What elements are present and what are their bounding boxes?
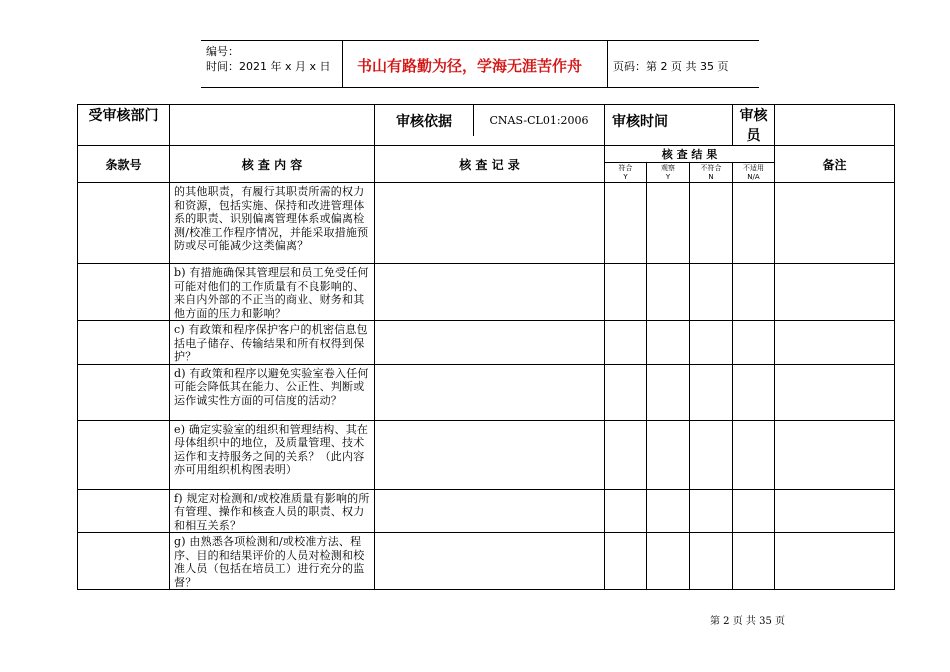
record-cell[interactable] — [375, 183, 605, 264]
result-cell-na[interactable] — [733, 489, 775, 533]
result-cell-y[interactable] — [605, 264, 647, 321]
record-cell[interactable] — [375, 364, 605, 420]
clause-cell[interactable] — [78, 420, 170, 489]
table-row — [78, 321, 895, 365]
record-cell[interactable] — [375, 321, 605, 365]
clause-cell[interactable] — [78, 489, 170, 533]
result-option-conform: 符合 Y — [605, 163, 647, 183]
page-header — [201, 40, 759, 88]
result-cell-y[interactable] — [605, 183, 647, 264]
record-cell[interactable] — [375, 420, 605, 489]
result-cell-n[interactable] — [690, 264, 733, 321]
clause-cell[interactable] — [78, 364, 170, 420]
remark-cell[interactable] — [775, 533, 895, 590]
header-page-label: 页码：第 2 页 共 35 页 — [613, 60, 729, 73]
time-label: 审核时间 — [612, 113, 668, 130]
result-cell-na[interactable] — [733, 321, 775, 365]
clause-cell[interactable] — [78, 264, 170, 321]
auditor-value[interactable] — [775, 105, 895, 146]
table-row — [78, 183, 895, 264]
result-cell-na[interactable] — [733, 364, 775, 420]
record-cell[interactable] — [375, 489, 605, 533]
remark-cell[interactable] — [775, 364, 895, 420]
record-cell[interactable] — [375, 533, 605, 590]
item-content: b) 有措施确保其管理层和员工免受任何可能对他们的工作质量有不良影响的、来自内外部的不正当的商业、财务和其他方面的压力和影响？ — [170, 264, 375, 321]
result-cell-n[interactable] — [690, 183, 733, 264]
doc-time-label: 时间：2021 年 x 月 x 日 — [206, 60, 331, 73]
remark-cell[interactable] — [775, 321, 895, 365]
basis-value: CNAS-CL01:2006 — [489, 114, 589, 127]
result-cell-n[interactable] — [690, 533, 733, 590]
table-row — [78, 489, 895, 533]
result-cell-na[interactable] — [733, 420, 775, 489]
result-cell-na[interactable] — [733, 183, 775, 264]
item-content: g) 由熟悉各项检测和/或校准方法、程序、目的和结果评价的人员对检测和校准人员（包括在培员工）进行充分的监督？ — [170, 533, 375, 590]
column-header-row-1 — [78, 146, 895, 163]
result-cell-y[interactable] — [605, 364, 647, 420]
item-content: 的其他职责，有履行其职责所需的权力和资源，包括实施、保持和改进管理体系的职责、识别偏离管理体系或偏离检测/校准工作程序情况，并能采取措施预防或尽可能减少这类偏离？ — [170, 183, 375, 264]
header-meta — [201, 41, 342, 87]
item-content: e) 确定实验室的组织和管理结构、其在母体组织中的地位，及质量管理、技术运作和支持服务之间的关系？（此内容亦可用组织机构图表明） — [170, 420, 375, 489]
basis-label: 审核依据 — [375, 105, 474, 136]
content-header: 核 查 内 容 — [170, 146, 375, 183]
form-info-row — [78, 105, 895, 146]
result-cell-y[interactable] — [605, 489, 647, 533]
time-value[interactable] — [682, 105, 732, 136]
result-cell-obs[interactable] — [647, 489, 690, 533]
result-cell-obs[interactable] — [647, 533, 690, 590]
result-cell-obs[interactable] — [647, 420, 690, 489]
slogan-text: 书山有路勤为径，学海无涯苦作舟 — [357, 57, 583, 75]
result-cell-n[interactable] — [690, 321, 733, 365]
header-slogan-cell — [342, 41, 608, 87]
item-content: d) 有政策和程序以避免实验室卷入任何可能会降低其在能力、公正性、判断或运作诚实性方面的可信度的活动？ — [170, 364, 375, 420]
audit-checklist-table — [77, 104, 895, 590]
dept-value[interactable] — [170, 105, 375, 146]
clause-cell[interactable] — [78, 183, 170, 264]
table-row — [78, 533, 895, 590]
clause-cell[interactable] — [78, 533, 170, 590]
result-cell-n[interactable] — [690, 489, 733, 533]
table-row — [78, 420, 895, 489]
clause-header: 条款号 — [78, 146, 170, 183]
clause-cell[interactable] — [78, 321, 170, 365]
result-cell-y[interactable] — [605, 321, 647, 365]
remark-header: 备注 — [775, 146, 895, 183]
time-cell — [605, 105, 733, 146]
remark-cell[interactable] — [775, 264, 895, 321]
result-cell-na[interactable] — [733, 533, 775, 590]
basis-cell — [375, 105, 605, 146]
result-cell-n[interactable] — [690, 420, 733, 489]
record-cell[interactable] — [375, 264, 605, 321]
record-header: 核 查 记 录 — [375, 146, 605, 183]
remark-cell[interactable] — [775, 183, 895, 264]
table-row — [78, 264, 895, 321]
result-cell-obs[interactable] — [647, 321, 690, 365]
remark-cell[interactable] — [775, 489, 895, 533]
result-option-observe: 观察 Y — [647, 163, 690, 183]
result-cell-y[interactable] — [605, 420, 647, 489]
page-footer: 第 2 页 共 35 页 — [710, 616, 785, 627]
doc-number-label: 编号： — [206, 45, 239, 58]
result-cell-obs[interactable] — [647, 364, 690, 420]
result-cell-na[interactable] — [733, 264, 775, 321]
result-cell-y[interactable] — [605, 533, 647, 590]
result-header: 核 查 结 果 — [605, 146, 775, 163]
result-option-nonconform: 不符合 N — [690, 163, 733, 183]
dept-label: 受审核部门 — [78, 105, 170, 146]
remark-cell[interactable] — [775, 420, 895, 489]
auditor-label: 审核员 — [733, 105, 775, 146]
result-option-na: 不适用 N/A — [733, 163, 775, 183]
table-row — [78, 364, 895, 420]
item-content: c) 有政策和程序保护客户的机密信息包括电子储存、传输结果和所有权得到保护？ — [170, 321, 375, 365]
item-content: f) 规定对检测和/或校准质量有影响的所有管理、操作和核查人员的职责、权力和相互关系？ — [170, 489, 375, 533]
result-cell-obs[interactable] — [647, 264, 690, 321]
result-cell-obs[interactable] — [647, 183, 690, 264]
result-cell-n[interactable] — [690, 364, 733, 420]
